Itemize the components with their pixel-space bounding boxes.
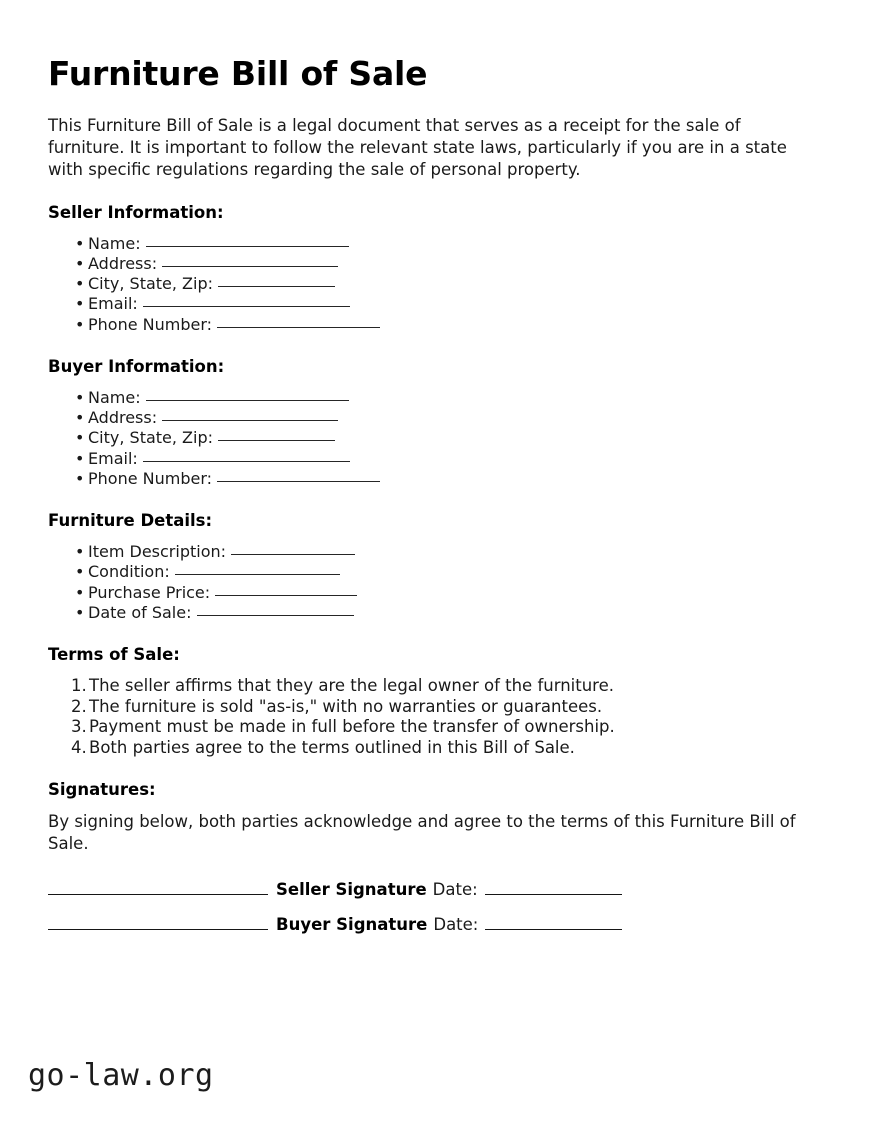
list-item [48,428,823,448]
list-item [48,254,823,274]
furniture-details-heading: Furniture Details: [48,511,213,531]
list-item [48,388,823,408]
signature-date-blank[interactable] [485,916,622,930]
site-watermark: go-law.org [28,1058,214,1093]
list-item: The seller affirms that they are the legal owner of the furniture. [89,676,614,696]
seller-field-label: Name: [88,233,146,253]
buyer-field-label: Name: [88,387,146,407]
list-item [48,294,823,314]
signatures-intro: By signing below, both parties acknowledge and agree to the terms of this Furniture Bill of Sale. [48,811,796,853]
list-item: Payment must be made in full before the transfer of ownership. [89,717,615,737]
seller-field-label: Phone Number: [88,314,218,334]
seller-field-blank[interactable] [162,254,338,267]
signature-blank[interactable] [48,881,268,895]
furniture-field-label: Date of Sale: [88,603,197,622]
signature-rows [48,879,823,935]
signature-row [48,879,823,900]
buyer-field-label: Phone Number: [88,469,218,489]
buyer-field-blank[interactable] [143,449,350,462]
list-item: Both parties agree to the terms outlined in this Bill of Sale. [89,737,575,757]
terms-of-sale-list [48,676,823,758]
furniture-details-list [48,542,823,623]
list-item [48,469,823,489]
document-content [48,55,823,949]
buyer-information-heading: Buyer Information: [48,357,225,377]
list-item [48,408,823,428]
list-item [48,603,823,623]
signatures-heading: Signatures: [48,780,156,800]
list-item [48,274,823,294]
intro-paragraph: This Furniture Bill of Sale is a legal document that serves as a receipt for the sale of furniture. It is important to follow the relevant state laws, particularly if you are in a state with specific regulations regarding the sale of personal property. [48,115,787,179]
signature-date-label: Date: [433,914,479,934]
furniture-field-label: Purchase Price: [88,582,216,602]
signature-blank[interactable] [48,916,268,930]
furniture-field-blank[interactable] [231,542,355,555]
furniture-field-label: Condition: [88,562,175,582]
seller-field-label: City, State, Zip: [88,274,219,294]
list-item [48,449,823,469]
buyer-field-blank[interactable] [146,388,349,401]
furniture-field-blank[interactable] [215,583,357,596]
seller-field-label: Email: [88,294,143,314]
list-item [48,583,823,603]
list-item [48,315,823,335]
furniture-field-label: Item Description: [88,542,232,562]
seller-field-blank[interactable] [218,274,335,287]
buyer-field-label: City, State, Zip: [88,428,219,448]
list-item [48,562,823,582]
seller-information-heading: Seller Information: [48,202,224,222]
seller-field-blank[interactable] [217,315,380,328]
terms-of-sale-heading: Terms of Sale: [48,645,180,665]
seller-information-list [48,234,823,335]
signature-date-label: Date: [432,879,478,899]
buyer-field-label: Address: [88,408,163,428]
furniture-field-blank[interactable] [175,562,340,575]
list-item [48,234,823,254]
signature-role-label: Buyer Signature [276,914,428,934]
list-item [48,542,823,562]
page-title: Furniture Bill of Sale [48,54,428,93]
list-item: The furniture is sold "as-is," with no warranties or guarantees. [89,696,603,716]
buyer-information-list [48,388,823,489]
signature-date-blank[interactable] [485,881,622,895]
signature-role-label: Seller Signature [276,879,427,899]
seller-field-label: Address: [88,253,163,273]
buyer-field-label: Email: [88,448,143,468]
buyer-field-blank[interactable] [218,428,335,441]
seller-field-blank[interactable] [143,294,350,307]
seller-field-blank[interactable] [146,234,349,247]
signature-row [48,914,823,935]
buyer-field-blank[interactable] [162,408,338,421]
buyer-field-blank[interactable] [217,469,380,482]
furniture-field-blank[interactable] [197,603,354,616]
